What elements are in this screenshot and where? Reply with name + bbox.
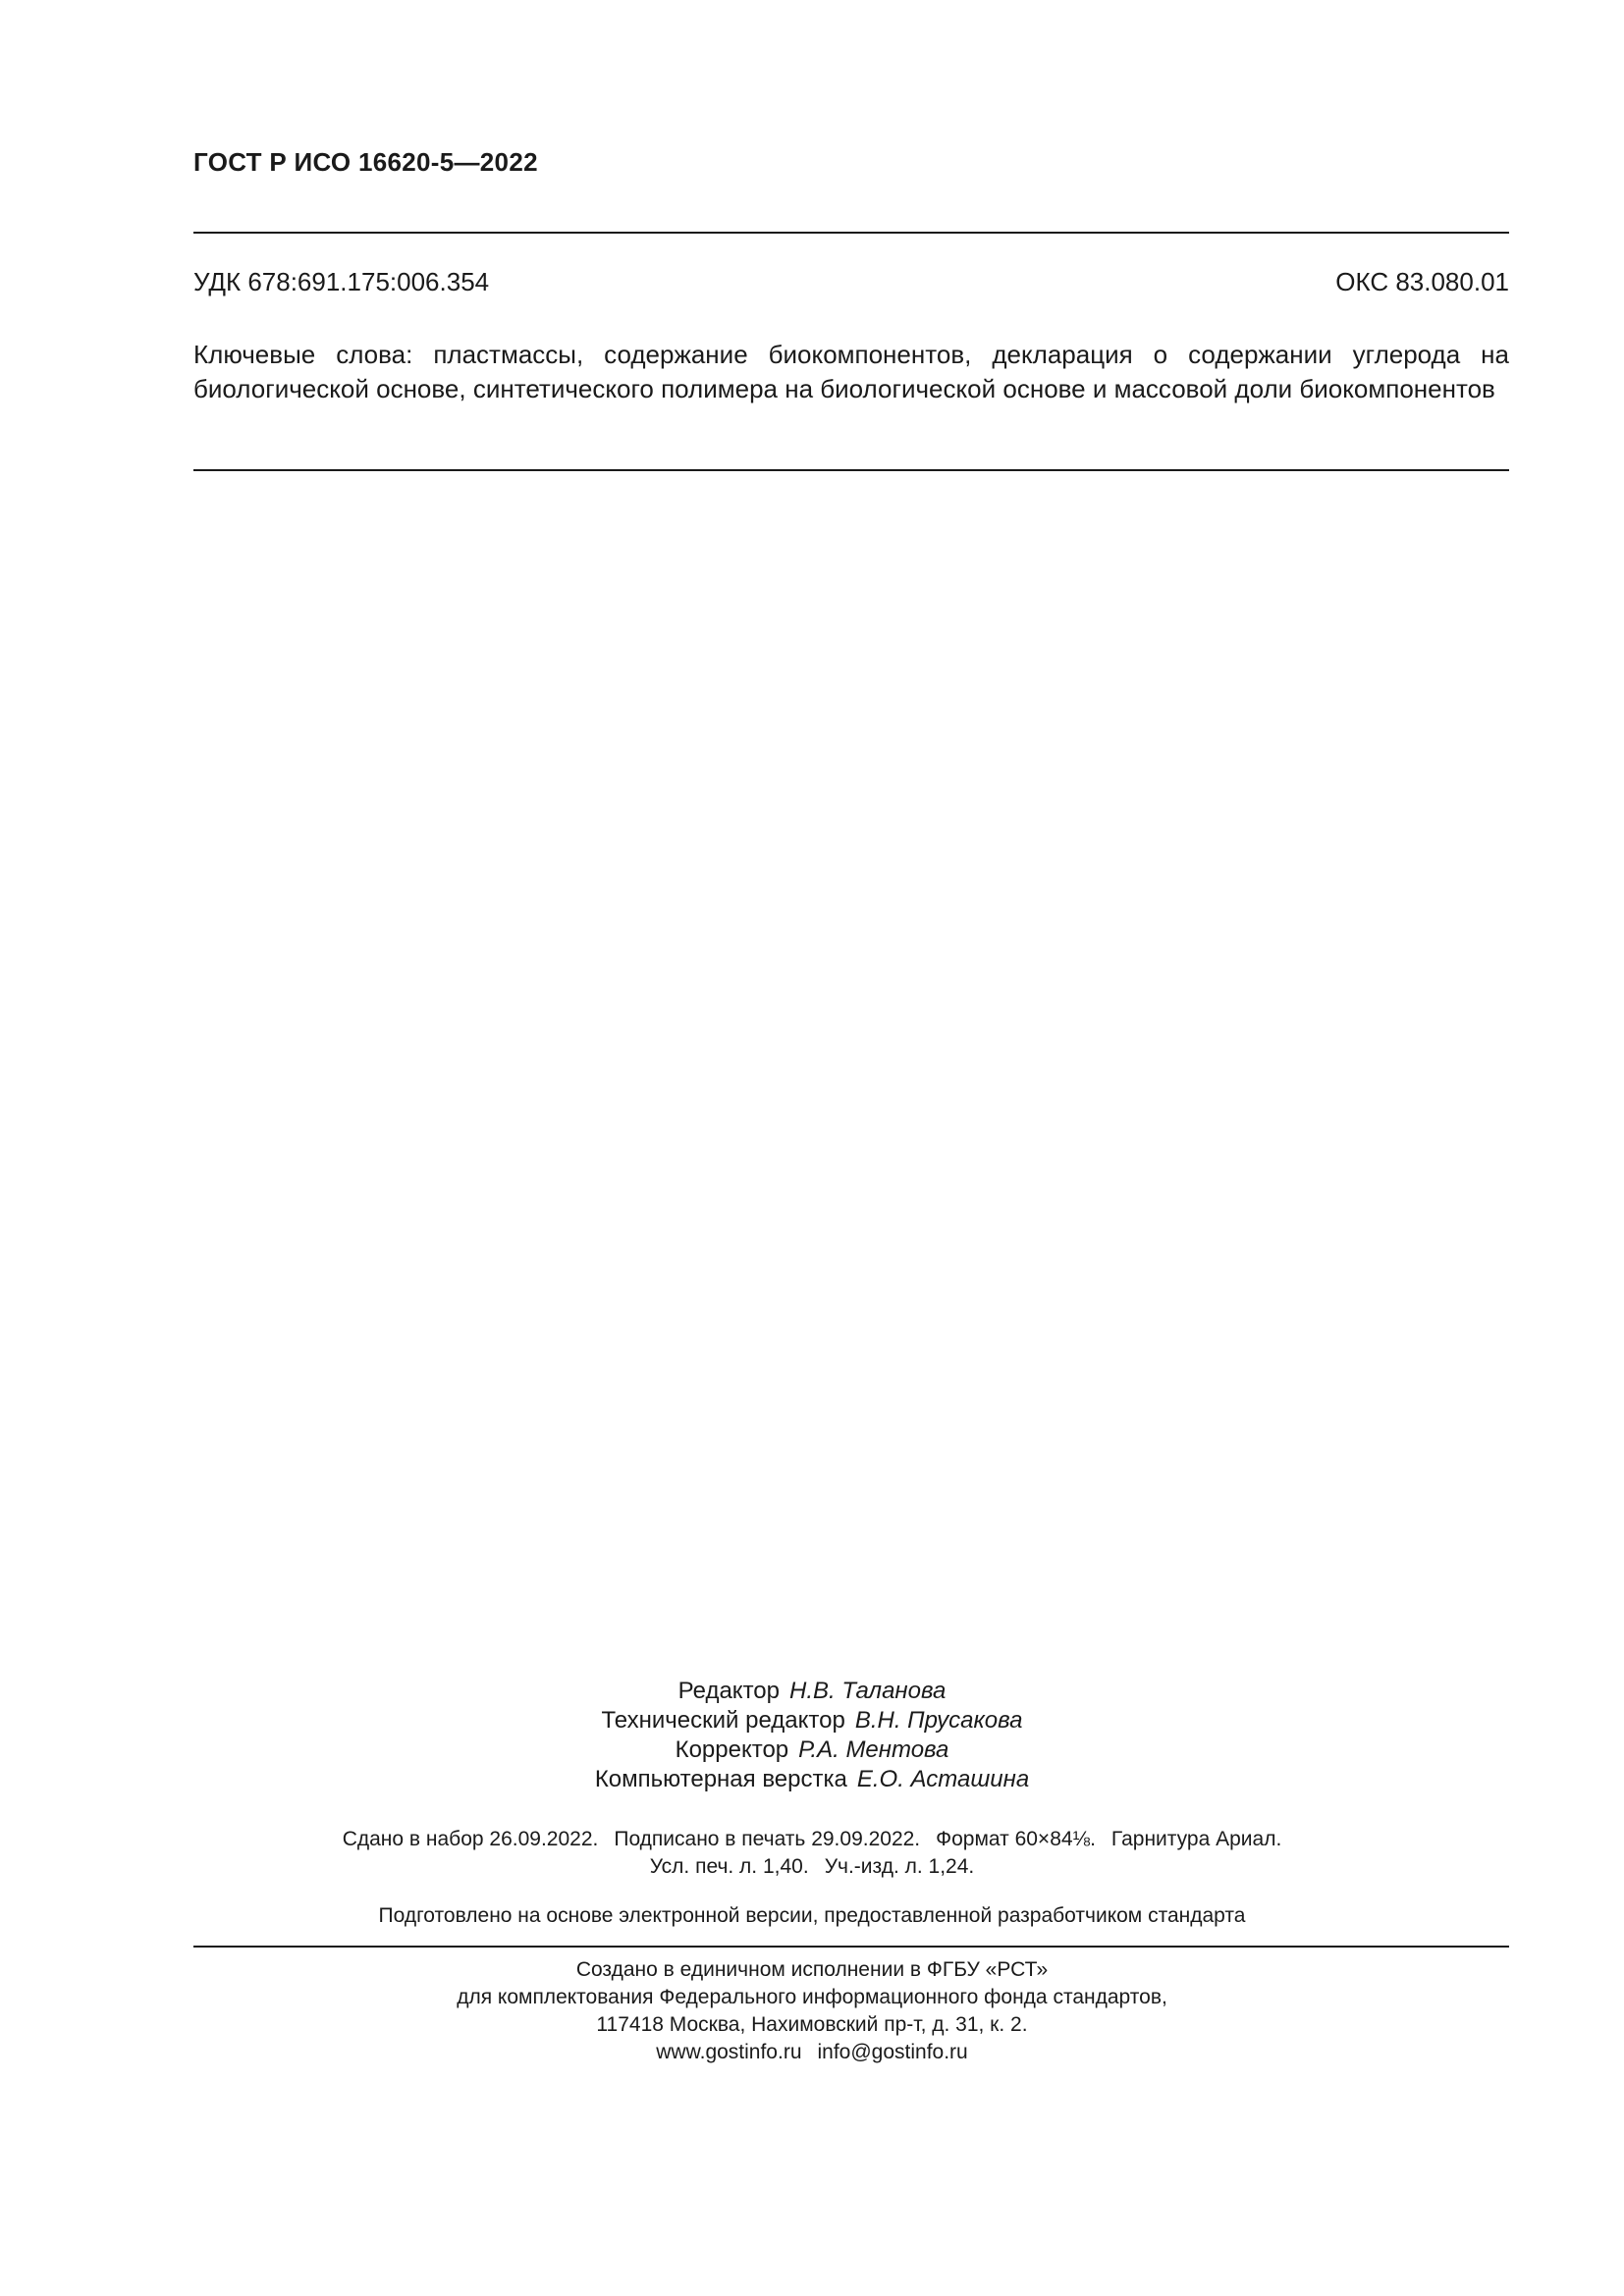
credit-role: Компьютерная верстка [594,1766,847,1792]
credit-layout [0,1765,1624,1794]
top-divider [193,232,1509,234]
credit-name: Е.О. Асташина [856,1766,1030,1792]
publisher-line-2: для комплектования Федерального информационного фонда стандартов, [457,1986,1167,2008]
print-info-line-2 [0,1853,1624,1881]
print-info-block [0,1826,1624,1881]
prepared-note: Подготовлено на основе электронной версии, предоставленной разработчиком стандарта [378,1904,1246,1927]
keywords-divider [193,469,1509,471]
publisher-line-1: Создано в единичном исполнении в ФГБУ «РСТ» [575,1958,1049,1981]
credit-name: Р.А. Ментова [798,1736,949,1763]
publisher-address: 117418 Москва, Нахимовский пр-т, д. 31, к. 2. [596,2013,1028,2036]
credit-proofreader [0,1735,1624,1765]
print-sheets: Усл. печ. л. 1,40. [649,1855,809,1878]
credit-name: В.Н. Прусакова [854,1707,1023,1734]
credit-role: Технический редактор [601,1707,845,1734]
document-code: ГОСТ Р ИСО 16620-5—2022 [193,147,538,177]
credit-name: Н.В. Таланова [788,1678,947,1704]
credit-editor [0,1677,1624,1706]
credit-role: Корректор [675,1736,789,1763]
publisher-block [0,1956,1624,2066]
email-link[interactable]: info@gostinfo.ru [817,2041,968,2063]
credits-block [0,1677,1624,1794]
oks-code: ОКС 83.080.01 [1335,267,1509,296]
publisher-contacts [0,2039,1624,2066]
print-info-line-1 [0,1826,1624,1853]
submitted-date: Сдано в набор 26.09.2022. [342,1828,599,1850]
keywords-paragraph: Ключевые слова: пластмассы, содержание биокомпонентов, декларация о содержании углерода на биологической основе, синтетического полимера на биологической основе и массовой доли биокомпонентов [193,340,1509,403]
website-link[interactable]: www.gostinfo.ru [656,2041,802,2063]
publisher-divider [193,1946,1509,1948]
publication-sheets: Уч.-изд. л. 1,24. [824,1855,975,1878]
format-info: Формат 60×84⅛. [936,1828,1096,1850]
typeface-info: Гарнитура Ариал. [1110,1828,1282,1850]
credit-technical-editor [0,1706,1624,1735]
udk-code: УДК 678:691.175:006.354 [193,267,490,296]
credit-role: Редактор [677,1678,780,1704]
signed-date: Подписано в печать 29.09.2022. [614,1828,921,1850]
